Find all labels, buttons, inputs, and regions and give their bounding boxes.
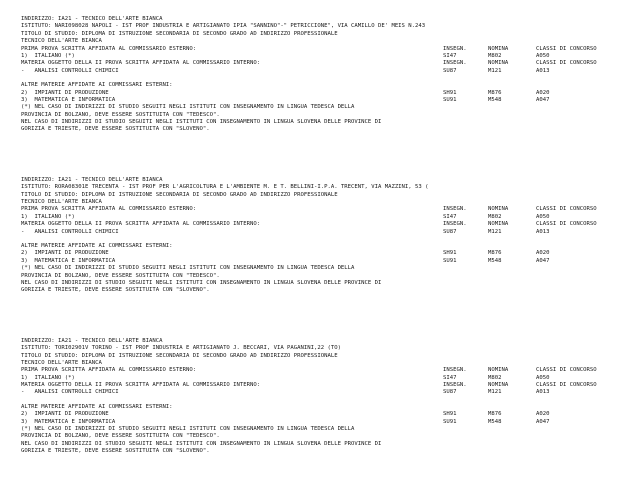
note-line: NEL CASO DI INDIRIZZI DI STUDIO SEGUITI NEGLI ISTITUTI CON INSEGNAMENTO IN LINGUA SLOVENA DELLE PROVINCE DI	[21, 119, 382, 126]
nomina-header: NOMINA	[488, 60, 509, 67]
classi-header: CLASSI DI CONCORSO	[536, 367, 597, 374]
nomina-code: M802	[488, 213, 502, 220]
classe-code: A047	[536, 418, 550, 425]
insegn-code: SU87	[443, 67, 457, 74]
insegn-header: INSEGN.	[443, 60, 467, 67]
istituto-line: ISTITUTO: RORA08301E TRECENTA - IST PROF PER L'AGRICOLTURA E L'AMBIENTE M. E T. BELLINI-I.P.A. TRECENT, VIA MAZZINI, 53 (	[21, 184, 429, 191]
titolo-line: TITOLO DI STUDIO: DIPLOMA DI ISTRUZIONE SECONDARIA DI SECONDO GRADO AD INDIRIZZO PROFESSIONALE	[21, 30, 338, 37]
note-line: GORIZIA E TRIESTE, DEVE ESSERE SOSTITUITA CON "SLOVENO".	[21, 448, 210, 455]
nomina-code: M548	[488, 257, 502, 264]
insegn-code: SI47	[443, 52, 457, 59]
classi-header: CLASSI DI CONCORSO	[536, 221, 597, 228]
note-line: NEL CASO DI INDIRIZZI DI STUDIO SEGUITI NEGLI ISTITUTI CON INSEGNAMENTO IN LINGUA SLOVENA DELLE PROVINCE DI	[21, 279, 382, 286]
insegn-code: SH91	[443, 411, 457, 418]
note-line: NEL CASO DI INDIRIZZI DI STUDIO SEGUITI NEGLI ISTITUTI CON INSEGNAMENTO IN LINGUA SLOVENA DELLE PROVINCE DI	[21, 440, 382, 447]
subject-row	[21, 419, 621, 426]
seconda-prova-header	[21, 382, 621, 389]
insegn-code: SU91	[443, 257, 457, 264]
subject-label: 2) IMPIANTI DI PRODUZIONE	[21, 411, 109, 418]
altre-materie-header: ALTRE MATERIE AFFIDATE AI COMMISSARI ESTERNI:	[21, 82, 173, 89]
prima-prova-label: PRIMA PROVA SCRITTA AFFIDATA AL COMMISSARIO ESTERNO:	[21, 367, 197, 374]
subject-label: 3) MATEMATICA E INFORMATICA	[21, 418, 116, 425]
prima-prova-label: PRIMA PROVA SCRITTA AFFIDATA AL COMMISSARIO ESTERNO:	[21, 206, 197, 213]
titolo-line: TITOLO DI STUDIO: DIPLOMA DI ISTRUZIONE SECONDARIA DI SECONDO GRADO AD INDIRIZZO PROFESSIONALE	[21, 352, 338, 359]
classe-code: A050	[536, 374, 550, 381]
nomina-code: M548	[488, 418, 502, 425]
note-line: (*) NEL CASO DI INDIRIZZI DI STUDIO SEGUITI NEGLI ISTITUTI CON INSEGNAMENTO IN LINGUA TEDESCA DELLA	[21, 265, 355, 272]
subject-row	[21, 389, 621, 396]
prima-prova-header	[21, 46, 621, 53]
insegn-code: SH91	[443, 89, 457, 96]
classe-code: A013	[536, 67, 550, 74]
insegn-code: SU91	[443, 96, 457, 103]
subject-row	[21, 375, 621, 382]
insegn-code: SU91	[443, 418, 457, 425]
nomina-code: M802	[488, 52, 502, 59]
note-line: GORIZIA E TRIESTE, DEVE ESSERE SOSTITUITA CON "SLOVENO".	[21, 126, 210, 133]
subject-row	[21, 258, 621, 265]
titolo-cont-line: TECNICO DELL'ARTE BIANCA	[21, 359, 102, 366]
subject-row	[21, 229, 621, 236]
insegn-code: SH91	[443, 250, 457, 257]
titolo-line: TITOLO DI STUDIO: DIPLOMA DI ISTRUZIONE SECONDARIA DI SECONDO GRADO AD INDIRIZZO PROFESSIONALE	[21, 191, 338, 198]
classi-header: CLASSI DI CONCORSO	[536, 45, 597, 52]
subject-label: 1) ITALIANO (*)	[21, 374, 75, 381]
nomina-code: M876	[488, 411, 502, 418]
insegn-header: INSEGN.	[443, 206, 467, 213]
nomina-header: NOMINA	[488, 382, 509, 389]
insegn-header: INSEGN.	[443, 45, 467, 52]
insegn-header: INSEGN.	[443, 367, 467, 374]
school-block	[21, 177, 621, 295]
subject-label: 2) IMPIANTI DI PRODUZIONE	[21, 250, 109, 257]
note-line: (*) NEL CASO DI INDIRIZZI DI STUDIO SEGUITI NEGLI ISTITUTI CON INSEGNAMENTO IN LINGUA TEDESCA DELLA	[21, 104, 355, 111]
titolo-cont-line: TECNICO DELL'ARTE BIANCA	[21, 38, 102, 45]
prima-prova-header	[21, 206, 621, 213]
subject-row	[21, 214, 621, 221]
titolo-cont-line: TECNICO DELL'ARTE BIANCA	[21, 199, 102, 206]
insegn-header: INSEGN.	[443, 382, 467, 389]
note-line: GORIZIA E TRIESTE, DEVE ESSERE SOSTITUITA CON "SLOVENO".	[21, 287, 210, 294]
nomina-header: NOMINA	[488, 367, 509, 374]
subject-label: 1) ITALIANO (*)	[21, 52, 75, 59]
classe-code: A020	[536, 411, 550, 418]
seconda-prova-header	[21, 60, 621, 67]
nomina-code: M802	[488, 374, 502, 381]
insegn-code: SU87	[443, 389, 457, 396]
insegn-code: SI47	[443, 374, 457, 381]
seconda-prova-label: MATERIA OGGETTO DELLA II PROVA SCRITTA AFFIDATA AL COMMISSARIO INTERNO:	[21, 382, 261, 389]
classe-code: A020	[536, 89, 550, 96]
istituto-line: ISTITUTO: NARI098028 NAPOLI - IST PROF INDUSTRIA E ARTIGIANATO IPIA "SANNINO"-" PETRICCIONE", VIA CAMILLO DE' MEIS N.243	[21, 23, 426, 30]
subject-row	[21, 97, 621, 104]
insegn-code: SI47	[443, 213, 457, 220]
seconda-prova-label: MATERIA OGGETTO DELLA II PROVA SCRITTA AFFIDATA AL COMMISSARIO INTERNO:	[21, 60, 261, 67]
subject-label: 3) MATEMATICA E INFORMATICA	[21, 96, 116, 103]
note-line: PROVINCIA DI BOLZANO, DEVE ESSERE SOSTITUITA CON "TEDESCO".	[21, 272, 220, 279]
nomina-code: M121	[488, 389, 502, 396]
subject-row	[21, 250, 621, 257]
subject-label: 3) MATEMATICA E INFORMATICA	[21, 257, 116, 264]
istituto-line: ISTITUTO: TORI02901V TORINO - IST PROF INDUSTRIA E ARTIGIANATO J. BECCARI, VIA PAGANINI,22 (TO)	[21, 345, 341, 352]
nomina-header: NOMINA	[488, 221, 509, 228]
note-line: PROVINCIA DI BOLZANO, DEVE ESSERE SOSTITUITA CON "TEDESCO".	[21, 111, 220, 118]
classe-code: A013	[536, 389, 550, 396]
classe-code: A047	[536, 257, 550, 264]
seconda-prova-header	[21, 221, 621, 228]
nomina-code: M876	[488, 89, 502, 96]
classi-header: CLASSI DI CONCORSO	[536, 206, 597, 213]
subject-label: 1) ITALIANO (*)	[21, 213, 75, 220]
prima-prova-label: PRIMA PROVA SCRITTA AFFIDATA AL COMMISSARIO ESTERNO:	[21, 45, 197, 52]
classe-code: A050	[536, 52, 550, 59]
seconda-prova-label: MATERIA OGGETTO DELLA II PROVA SCRITTA AFFIDATA AL COMMISSARIO INTERNO:	[21, 221, 261, 228]
subject-label: 2) IMPIANTI DI PRODUZIONE	[21, 89, 109, 96]
school-block	[21, 338, 621, 456]
indirizzo-line: INDIRIZZO: IA21 - TECNICO DELL'ARTE BIANCA	[21, 16, 163, 22]
nomina-code: M876	[488, 250, 502, 257]
subject-label: - ANALISI CONTROLLI CHIMICI	[21, 389, 119, 396]
altre-materie-header: ALTRE MATERIE AFFIDATE AI COMMISSARI ESTERNI:	[21, 403, 173, 410]
nomina-code: M121	[488, 228, 502, 235]
nomina-code: M121	[488, 67, 502, 74]
classe-code: A013	[536, 228, 550, 235]
indirizzo-line: INDIRIZZO: IA21 - TECNICO DELL'ARTE BIANCA	[21, 337, 163, 344]
nomina-header: NOMINA	[488, 206, 509, 213]
classi-header: CLASSI DI CONCORSO	[536, 382, 597, 389]
subject-row	[21, 68, 621, 75]
note-line: (*) NEL CASO DI INDIRIZZI DI STUDIO SEGUITI NEGLI ISTITUTI CON INSEGNAMENTO IN LINGUA TEDESCA DELLA	[21, 426, 355, 433]
document-page	[21, 16, 621, 456]
altre-materie-header: ALTRE MATERIE AFFIDATE AI COMMISSARI ESTERNI:	[21, 242, 173, 249]
subject-row	[21, 411, 621, 418]
subject-label: - ANALISI CONTROLLI CHIMICI	[21, 67, 119, 74]
classe-code: A050	[536, 213, 550, 220]
nomina-code: M548	[488, 96, 502, 103]
classe-code: A047	[536, 96, 550, 103]
prima-prova-header	[21, 367, 621, 374]
classe-code: A020	[536, 250, 550, 257]
subject-label: - ANALISI CONTROLLI CHIMICI	[21, 228, 119, 235]
note-line: PROVINCIA DI BOLZANO, DEVE ESSERE SOSTITUITA CON "TEDESCO".	[21, 433, 220, 440]
insegn-code: SU87	[443, 228, 457, 235]
subject-row	[21, 53, 621, 60]
classi-header: CLASSI DI CONCORSO	[536, 60, 597, 67]
insegn-header: INSEGN.	[443, 221, 467, 228]
subject-row	[21, 90, 621, 97]
school-block	[21, 16, 621, 134]
indirizzo-line: INDIRIZZO: IA21 - TECNICO DELL'ARTE BIANCA	[21, 176, 163, 183]
nomina-header: NOMINA	[488, 45, 509, 52]
